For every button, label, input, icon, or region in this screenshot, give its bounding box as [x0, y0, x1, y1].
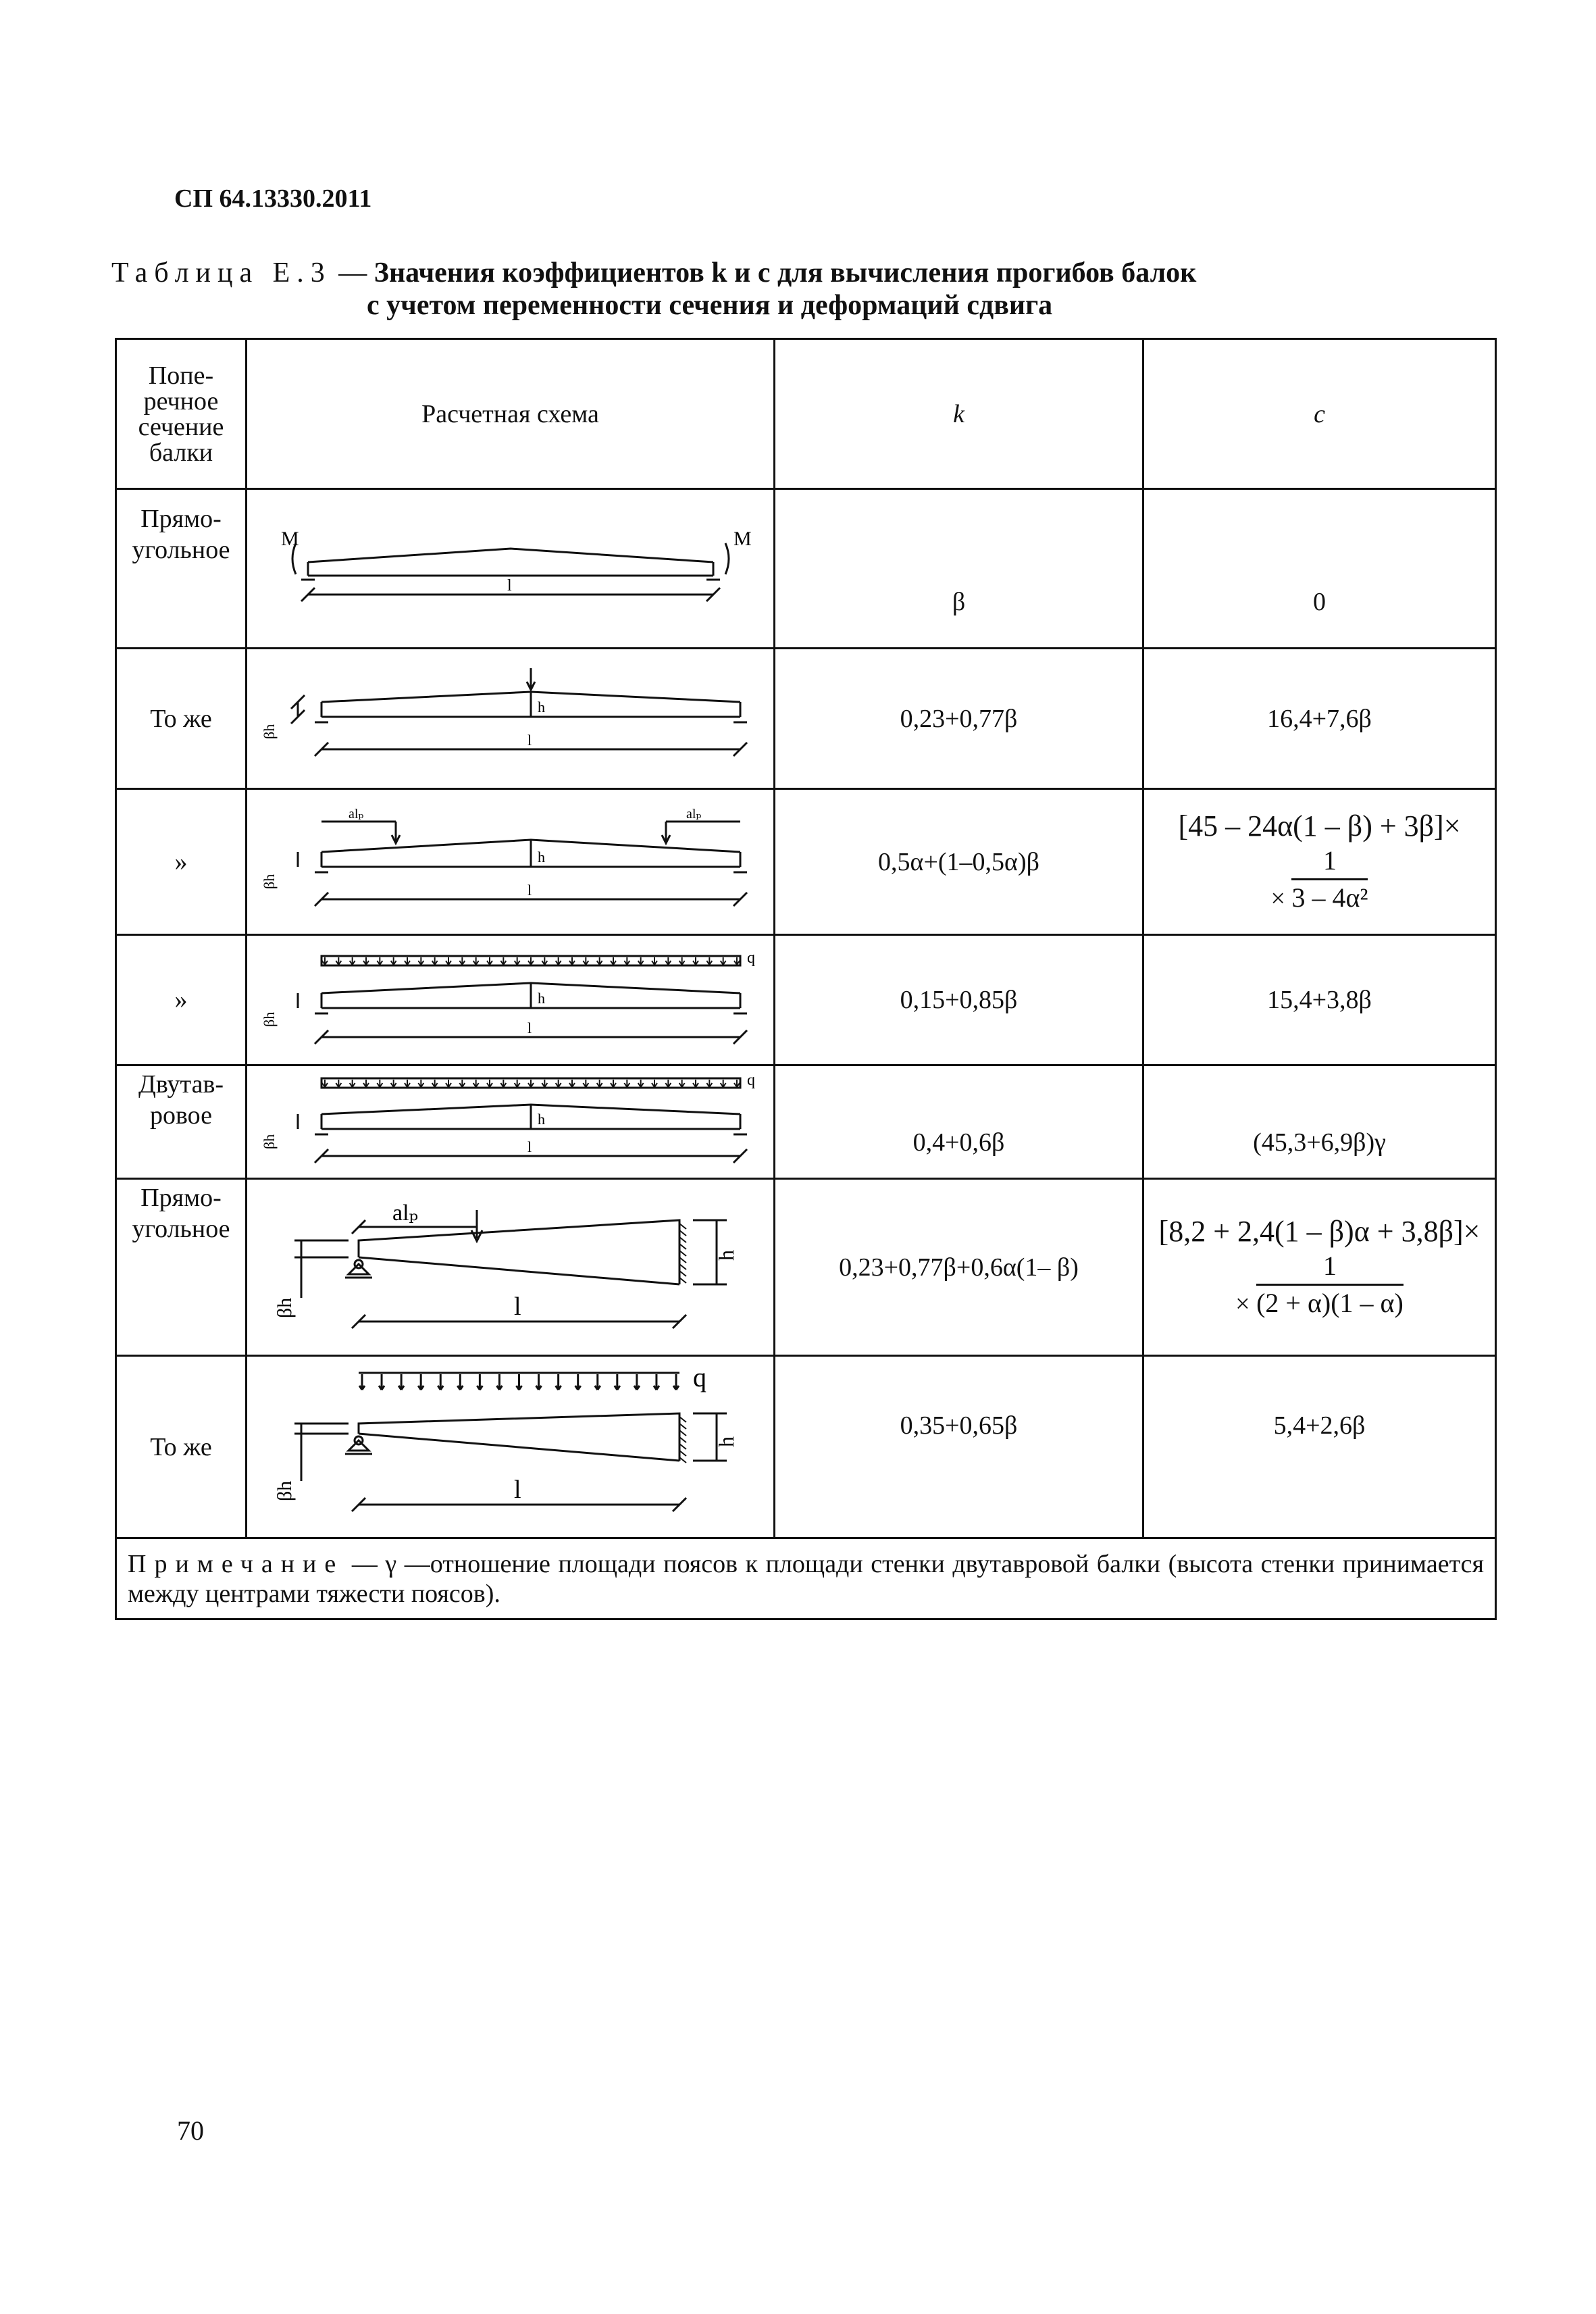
section-line: То же: [150, 704, 212, 733]
header-section-line: балки: [149, 438, 213, 467]
section-line: То же: [150, 1432, 212, 1461]
header-c: c: [1143, 339, 1496, 489]
a-right-label: alₚ: [686, 806, 701, 822]
q-label: q: [746, 949, 755, 967]
span-label: l: [513, 1292, 521, 1321]
section-line: »: [174, 986, 188, 1014]
beta-h-label: βh: [260, 1011, 278, 1027]
caption-title-line2: с учетом переменности сечения и деформаций сдвига: [367, 290, 1053, 321]
q-label: q: [746, 1071, 755, 1089]
a-label: alₚ: [392, 1200, 418, 1226]
c-value: (45,3+6,9β)γ: [1143, 1065, 1496, 1179]
c-value: 5,4+2,6β: [1143, 1356, 1496, 1538]
scheme-cell: [247, 935, 775, 1065]
beam-diagram: [261, 1359, 761, 1535]
beam-diagram: [261, 805, 761, 920]
caption-dash: —: [331, 257, 374, 288]
fraction: [1256, 1249, 1404, 1321]
note-row: [116, 1538, 1496, 1619]
section-cell: [116, 649, 247, 789]
table-row: [116, 1065, 1496, 1179]
beta-h-label: βh: [260, 1134, 278, 1149]
header-scheme: Расчетная схема: [247, 339, 775, 489]
span-label: l: [513, 1475, 521, 1504]
section-cell: [116, 1356, 247, 1538]
scheme-cell: [247, 789, 775, 935]
beam-diagram: [261, 1068, 761, 1176]
beta-h-label: βh: [273, 1480, 296, 1501]
beam-diagram: [261, 942, 761, 1057]
beta-h-label: βh: [273, 1297, 296, 1318]
c-value: 15,4+3,8β: [1143, 935, 1496, 1065]
beam-diagram: [261, 661, 761, 776]
k-value: 0,5α+(1–0,5α)β: [775, 789, 1143, 935]
fraction-denominator: 3 – 4α²: [1291, 878, 1368, 915]
section-line: угольное: [132, 1215, 230, 1243]
fraction-numerator: 1: [1322, 845, 1337, 876]
c-value: [1143, 789, 1496, 935]
header-section-line: Попе-: [148, 361, 214, 390]
table-row: [116, 1179, 1496, 1356]
k-value: 0,23+0,77β: [775, 649, 1143, 789]
header-section: [116, 339, 247, 489]
scheme-cell: [247, 1065, 775, 1179]
section-line: Прямо-: [140, 505, 222, 533]
c-value: 16,4+7,6β: [1143, 649, 1496, 789]
table-row: [116, 649, 1496, 789]
section-cell: [116, 489, 247, 649]
k-value: β: [775, 489, 1143, 649]
scheme-cell: [247, 489, 775, 649]
section-cell: [116, 1065, 247, 1179]
span-label: l: [507, 576, 512, 595]
note-lead: Примечание: [128, 1549, 344, 1578]
h-label: h: [713, 1436, 738, 1447]
h-label: h: [537, 1110, 545, 1128]
scheme-cell: [247, 1356, 775, 1538]
k-value: 0,35+0,65β: [775, 1356, 1143, 1538]
fraction: [1291, 843, 1368, 915]
scheme-cell: [247, 1179, 775, 1356]
caption-title-line1: Значения коэффициентов k и c для вычисления прогибов балок: [374, 257, 1197, 288]
scheme-cell: [247, 649, 775, 789]
table-caption: [111, 257, 1196, 322]
section-line: »: [174, 847, 188, 876]
a-left-label: alₚ: [348, 806, 363, 822]
section-line: Двутав-: [138, 1070, 224, 1099]
header-section-line: сечение: [138, 412, 224, 441]
c-value: [1143, 1179, 1496, 1356]
moment-label-right: M: [733, 527, 752, 550]
table-row: [116, 789, 1496, 935]
fraction-denominator: (2 + α)(1 – α): [1256, 1284, 1404, 1321]
span-label: l: [527, 1138, 532, 1155]
header-k: k: [775, 339, 1143, 489]
c-formula-line1: [8,2 + 2,4(1 – β)α + 3,8β]×: [1158, 1214, 1481, 1248]
section-line: Прямо-: [140, 1184, 222, 1212]
span-label: l: [527, 881, 532, 899]
document-code: СП 64.13330.2011: [174, 184, 372, 213]
q-label: q: [692, 1361, 706, 1392]
section-cell: [116, 1179, 247, 1356]
section-cell: [116, 935, 247, 1065]
span-label: l: [527, 731, 532, 749]
fraction-numerator: 1: [1322, 1250, 1337, 1281]
k-value: 0,4+0,6β: [775, 1065, 1143, 1179]
section-line: ровое: [149, 1101, 212, 1130]
times-sign: ×: [1270, 884, 1285, 913]
section-cell: [116, 789, 247, 935]
beta-h-label: βh: [260, 724, 278, 739]
beam-diagram: [261, 515, 761, 623]
note-text: — γ —отношение площади поясов к площади стенки двутавровой балки (высота стенки принимается между центрами тяжести поясов).: [128, 1549, 1484, 1608]
c-formula-line1: [45 – 24α(1 – β) + 3β]×: [1178, 809, 1461, 842]
moment-label-left: M: [280, 527, 299, 550]
span-label: l: [527, 1020, 532, 1036]
c-value: 0: [1143, 489, 1496, 649]
table-row: [116, 1356, 1496, 1538]
h-label: h: [537, 698, 545, 715]
table-row: [116, 935, 1496, 1065]
h-label: h: [537, 990, 545, 1007]
k-value: 0,15+0,85β: [775, 935, 1143, 1065]
table-note: [116, 1538, 1496, 1619]
times-sign: ×: [1235, 1289, 1250, 1318]
page-number: 70: [177, 2115, 204, 2146]
h-label: h: [537, 848, 545, 865]
coefficients-table: [115, 338, 1497, 1620]
header-row: [116, 339, 1496, 489]
k-value: 0,23+0,77β+0,6α(1– β): [775, 1179, 1143, 1356]
beta-h-label: βh: [260, 874, 278, 889]
section-line: угольное: [132, 536, 230, 564]
caption-lead: Таблица Е.3: [111, 257, 332, 288]
beam-diagram: [261, 1183, 761, 1352]
header-section-line: речное: [143, 386, 219, 416]
table-row: [116, 489, 1496, 649]
h-label: h: [713, 1249, 738, 1261]
